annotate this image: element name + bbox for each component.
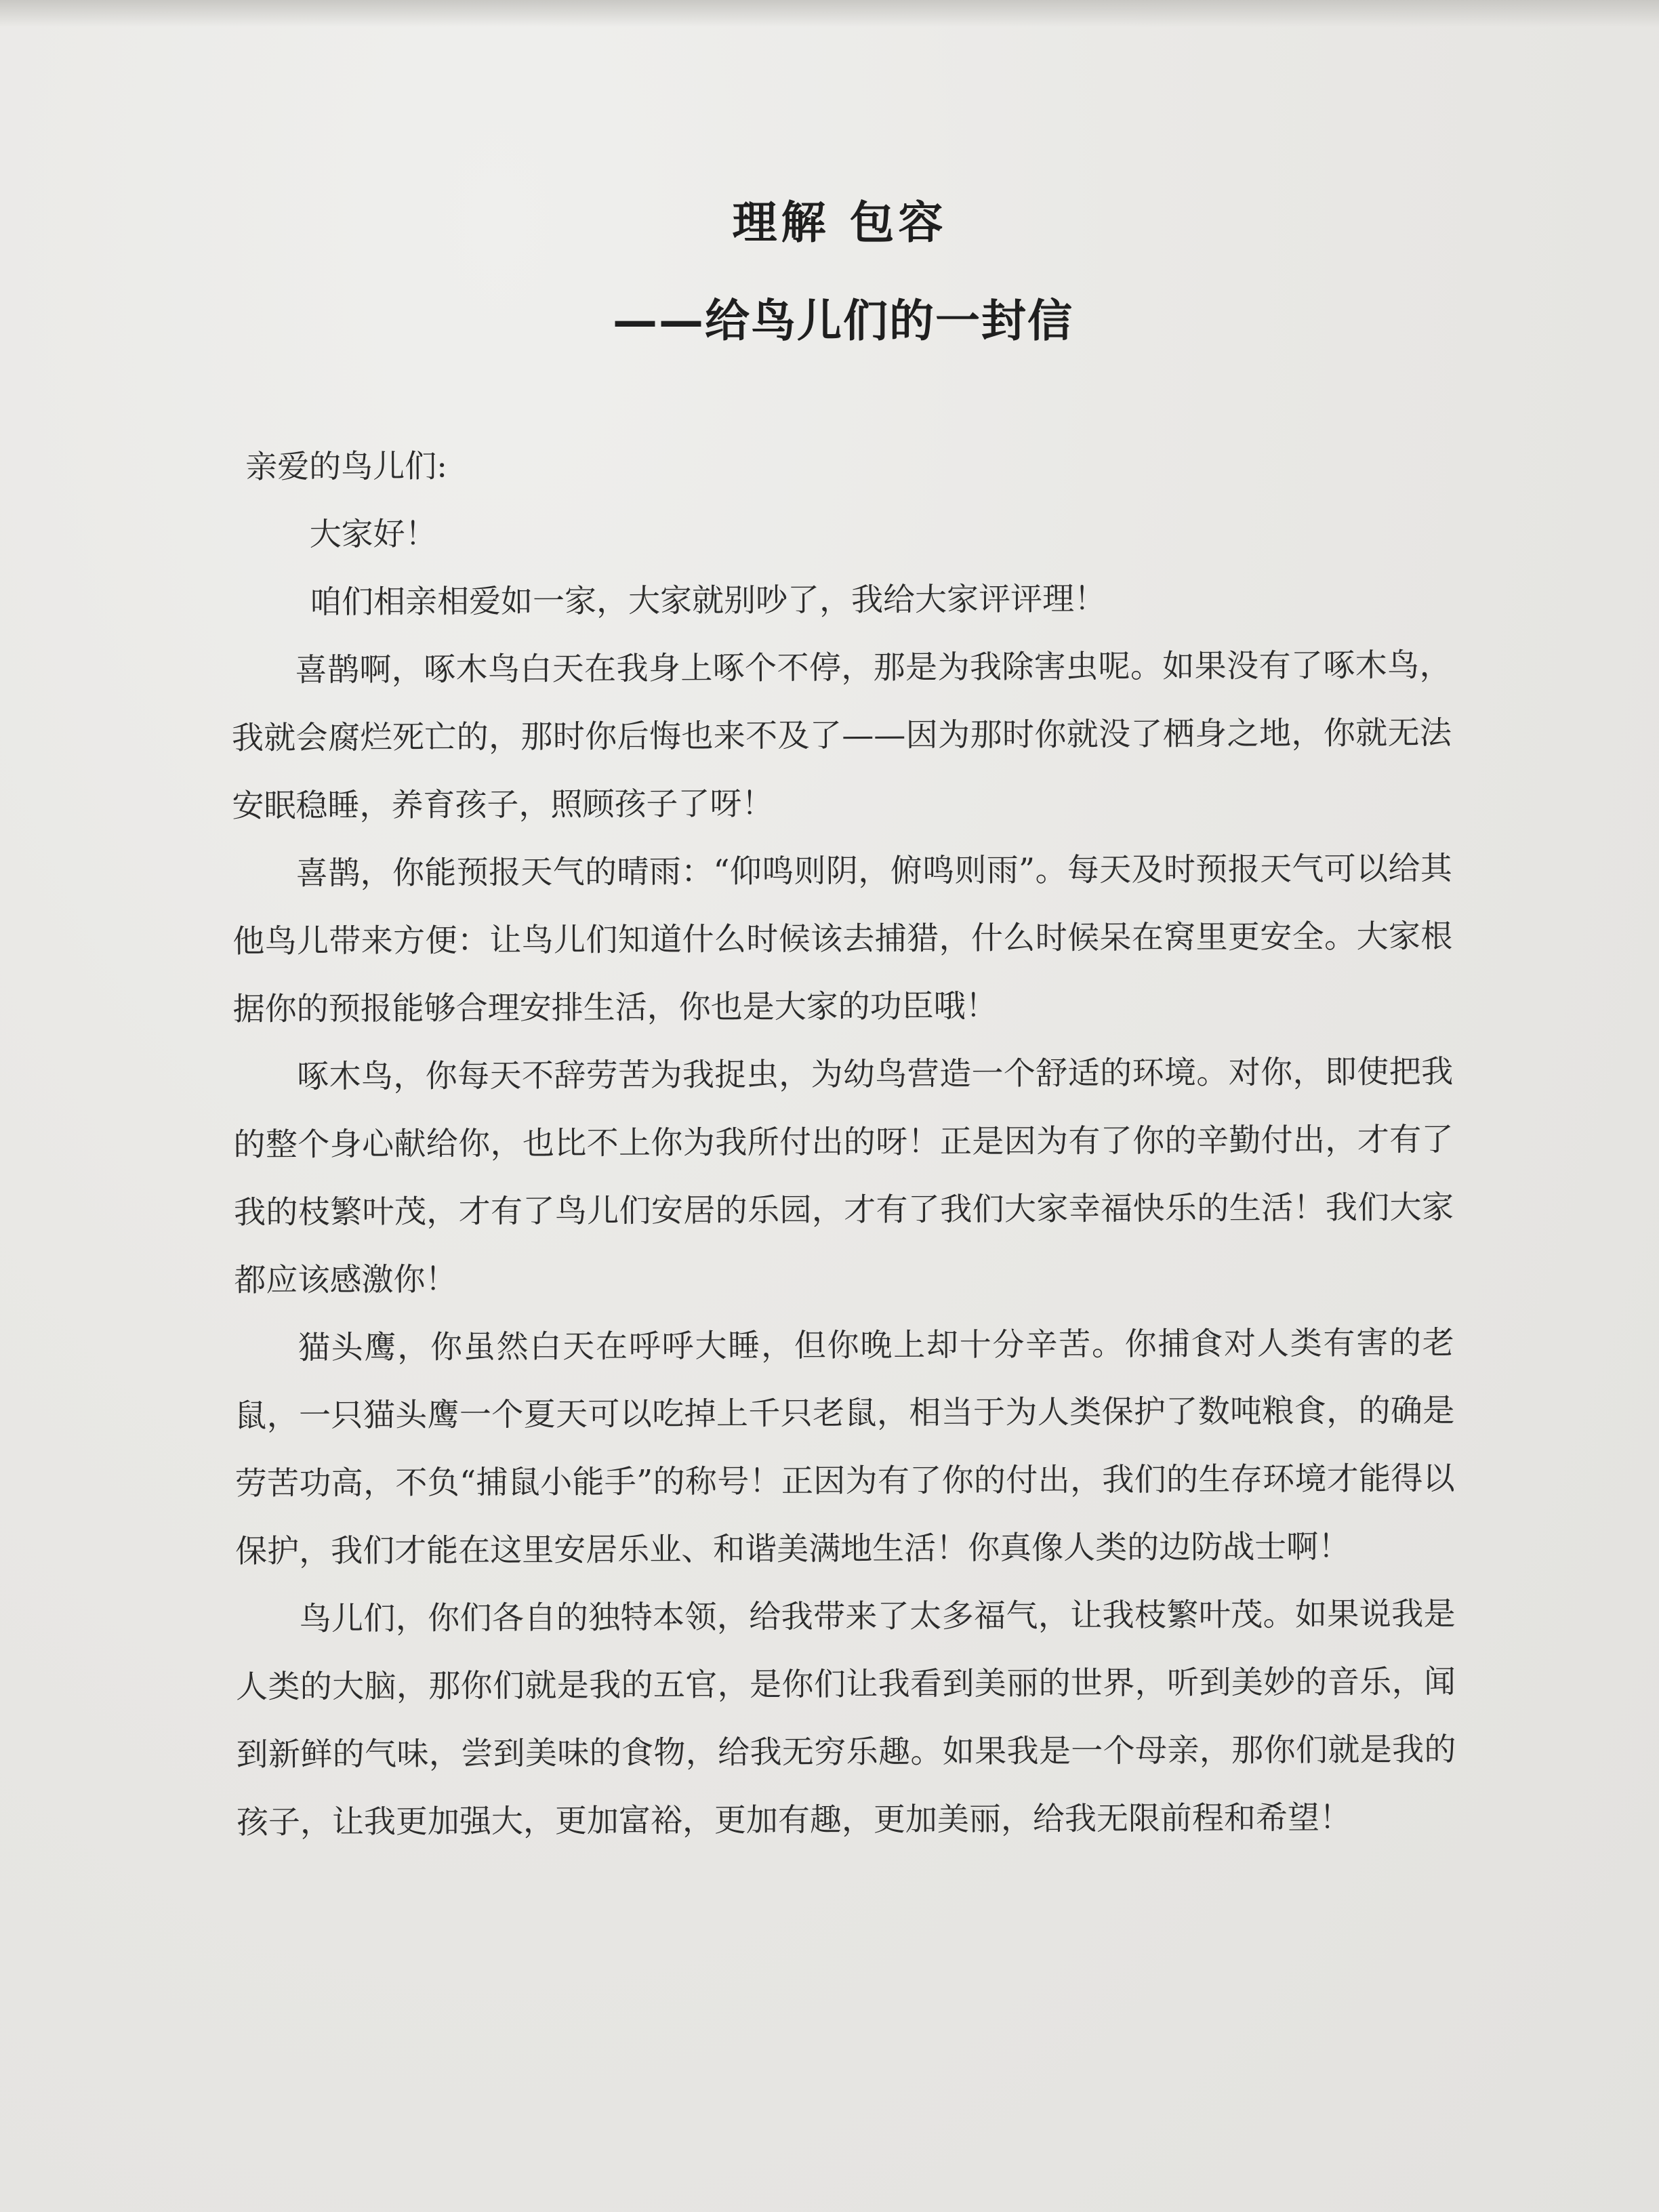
- letter-paragraph: 咱们相亲相爱如一家，大家就别吵了，我给大家评评理！: [309, 580, 1107, 621]
- letter-paragraph: 鸟儿们，你们各自的独特本领，给我带来了太多福气，让我枝繁叶茂。如果说我是人类的大脑，那你们就是我的五官，是你们让我看到美丽的世界，听到美妙的音乐，闻到新鲜的气味，尝到美味的食物，给我无穷乐趣。如果我是一个母亲，那你们就是我的孩子，让我更加强大，更加富裕，更加有趣，更加美丽，给我无限前程和希望！: [235, 1595, 1456, 1841]
- letter-title: 理解 包容: [732, 197, 947, 249]
- letter-salutation: 亲爱的鸟儿们:: [245, 447, 448, 486]
- letter-paragraph: 啄木鸟，你每天不辞劳苦为我捉虫，为幼鸟营造一个舒适的环境。对你，即使把我的整个身心献给你，也比不上你为我所付出的呀！正是因为有了你的辛勤付出，才有了我的枝繁叶茂，才有了鸟儿们安居的乐园，才有了我们大家幸福快乐的生活！我们大家都应该感激你！: [233, 1053, 1454, 1299]
- letter-subtitle: ——给鸟儿们的一封信: [613, 295, 1073, 347]
- page-edge-shadow: [0, 0, 1659, 27]
- letter-body: [230, 428, 1456, 1857]
- letter-paragraph: 猫头鹰，你虽然白天在呼呼大睡，但你晚上却十分辛苦。你捕食对人类有害的老鼠，一只猫头鹰一个夏天可以吃掉上千只老鼠，相当于为人类保护了数吨粮食，的确是劳苦功高，不负“捕鼠小能手”的称号！正因为有了你的付出，我们的生存环境才能得以保护，我们才能在这里安居乐业、和谐美满地生活！你真像人类的边防战士啊！: [234, 1324, 1455, 1570]
- letter-paragraph: 大家好！: [309, 515, 437, 554]
- letter-paragraph: 喜鹊，你能预报天气的晴雨：“仰鸣则阴，俯鸣则雨”。每天及时预报天气可以给其他鸟儿带来方便：让鸟儿们知道什么时候该去捕猎，什么时候呆在窝里更安全。大家根据你的预报能够合理安排生活，你也是大家的功臣哦！: [232, 850, 1453, 1028]
- letter-paragraph: 喜鹊啊，啄木鸟白天在我身上啄个不停，那是为我除害虫呢。如果没有了啄木鸟，我就会腐烂死亡的，那时你后悔也来不及了——因为那时你就没了栖身之地，你就无法安眠稳睡，养育孩子，照顾孩子了呀！: [231, 647, 1452, 825]
